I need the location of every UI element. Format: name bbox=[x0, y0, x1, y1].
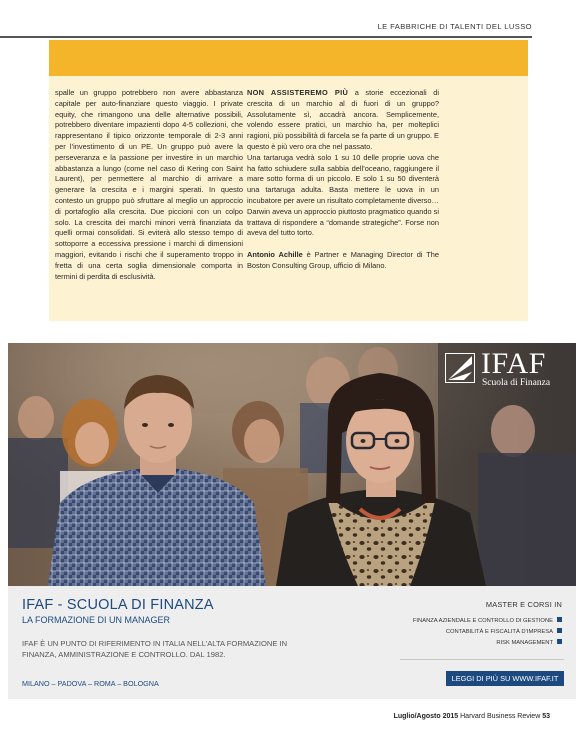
ifaf-logo-tagline: Scuola di Finanza bbox=[482, 378, 551, 388]
article-right-column bbox=[247, 88, 439, 282]
page-footer bbox=[394, 713, 550, 720]
course-list-heading: MASTER E CORSI IN bbox=[485, 600, 562, 609]
ad-cities: MILANO – PADOVA – ROMA – BOLOGNA bbox=[22, 679, 159, 688]
square-bullet-icon bbox=[557, 639, 562, 644]
article-text: Una tartaruga vedrà solo 1 su 10 delle proprie uova che ha fatto schiudere sulla sabbia dell’oceano, raggiungere il mare sotto forma di un piccolo. E solo 1 su 50 diventerà una tartaruga adulta. Basta mettere le uova in un incubatore per avere un risultato completamente diverso… bbox=[247, 152, 439, 205]
ad-info-panel bbox=[8, 586, 576, 699]
website-link-button[interactable]: LEGGI DI PIÙ SU WWW.IFAF.IT bbox=[446, 671, 564, 686]
course-list-divider bbox=[400, 659, 564, 660]
ifaf-logo-mark-icon bbox=[445, 353, 475, 383]
course-item-label: RISK MANAGEMENT bbox=[496, 640, 553, 646]
course-item bbox=[390, 627, 562, 638]
top-rule bbox=[0, 36, 532, 38]
article-color-band bbox=[49, 40, 528, 76]
running-title: LE FABBRICHE DI TALENTI DEL LUSSO bbox=[377, 22, 532, 31]
article-paragraph bbox=[247, 88, 439, 239]
course-item-label: FINANZA AZIENDALE E CONTROLLO DI GESTIONE bbox=[412, 618, 553, 624]
magazine-name: Harvard Business Review bbox=[458, 713, 543, 720]
course-item-label: CONTABILITÀ E FISCALITÀ D’IMPRESA bbox=[445, 629, 553, 635]
article-left-column bbox=[55, 88, 243, 293]
course-item bbox=[390, 616, 562, 627]
section-lead-in: NON ASSISTEREMO PIÙ bbox=[247, 88, 349, 97]
course-item bbox=[390, 638, 562, 649]
ifaf-logo bbox=[445, 347, 565, 391]
ifaf-advertisement bbox=[8, 343, 576, 699]
course-list bbox=[390, 600, 562, 649]
author-name: Antonio Achille bbox=[247, 249, 303, 259]
ifaf-logo-wordmark: IFAF bbox=[481, 347, 546, 380]
ad-title: IFAF - SCUOLA DI FINANZA bbox=[22, 597, 214, 613]
article-box bbox=[49, 40, 528, 321]
article-paragraph: spalle un gruppo potrebbero non avere abbastanza capitale per auto-finanziare questo viaggio. I private equity, che rimangono una delle alternative possibili, potrebbero diventare impazienti dopo 4-5 collezioni, che rappresentano il tipico orizzonte temporale di 2-3 anni per l’investimento di un PE. Un gruppo può avere la perseveranza e la passione per investire in un marchio abbastanza a lungo (come nel caso di Kering con Saint Laurent), per permettere al marchio di arrivare a generare la crescita e i margini sperati. In questo contesto un gruppo può sfruttare al meglio un approccio di portafoglio alla crescita. Due piccioni con un colpo solo. La crescita dei marchi minori verrà finanziata da quelli ormai consolidati. Si eviterà allo stesso tempo di sottoporre a eccessiva pressione i marchi di dimensioni maggiori, evitando i rischi che il superamento troppo in fretta di una certa soglia dimensionale comporta in termini di perdita di esclusività. bbox=[55, 88, 243, 281]
classroom-photo bbox=[8, 343, 576, 586]
ad-description: IFAF È UN PUNTO DI RIFERIMENTO IN ITALIA NELL’ALTA FORMAZIONE IN FINANZA, AMMINISTRAZIONE E CONTROLLO. DAL 1982. bbox=[22, 639, 288, 659]
square-bullet-icon bbox=[557, 628, 562, 633]
article-text: Darwin aveva un approccio piuttosto pragmatico quando si trattava di rispondere a “domande strategiche”. Forse non aveva del tutto torto. bbox=[247, 206, 439, 238]
author-bio-text: è Partner e Managing Director di The Boston Consulting Group, ufficio di Milano. bbox=[247, 249, 440, 270]
article-text: a storie eccezionali di crescita di un marchio al di fuori di un gruppo? Assolutamente sì, accadrà ancora. Semplicemente, volendo essere pratici, un marchio ha, per molteplici ragioni, più possibilità di farcela se fa parte di un gruppo. E questo è più vero ora che nel passato. bbox=[247, 88, 439, 151]
issue-date: Luglio/Agosto 2015 bbox=[393, 713, 459, 720]
author-bio bbox=[247, 250, 439, 272]
square-bullet-icon bbox=[557, 617, 562, 622]
ad-subtitle: LA FORMAZIONE DI UN MANAGER bbox=[22, 615, 171, 625]
page-number: 53 bbox=[542, 713, 550, 720]
